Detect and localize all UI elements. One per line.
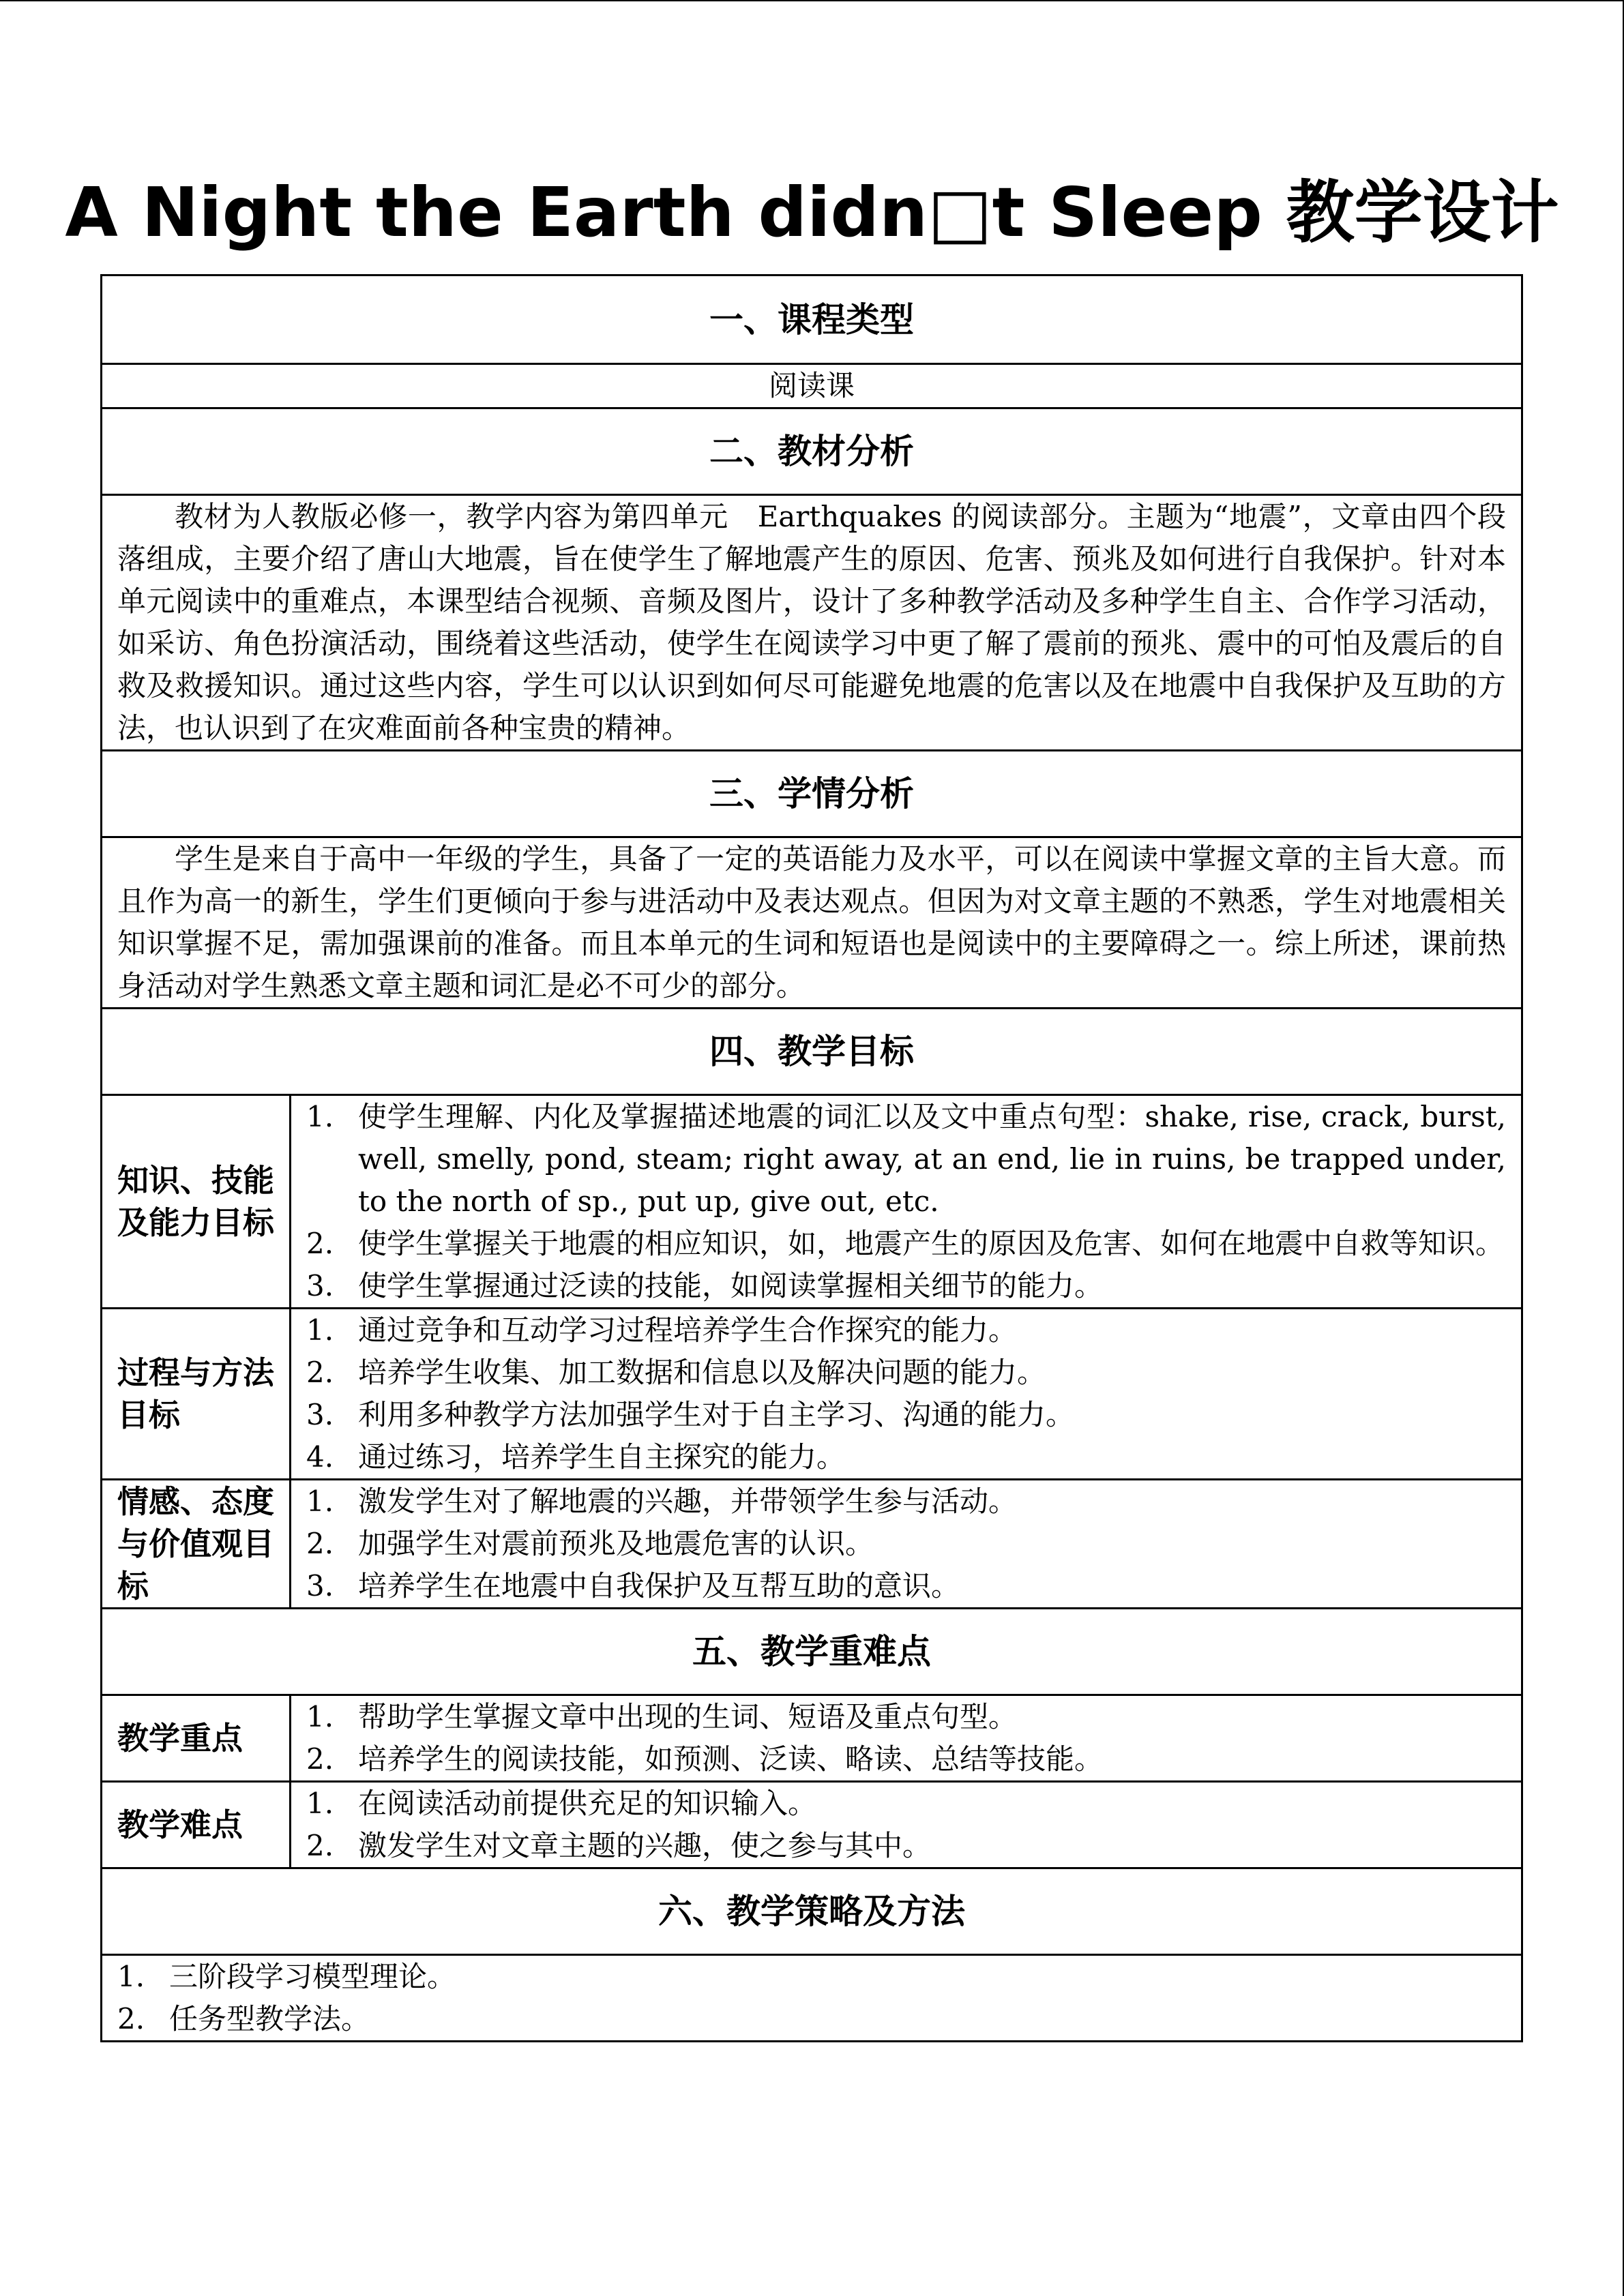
item-number: 2. [306, 1356, 334, 1389]
student-analysis-cell [102, 837, 1522, 1009]
difficult-points-label: 教学难点 [102, 1782, 291, 1868]
key-points-items [291, 1695, 1522, 1782]
item-number: 2. [306, 1527, 334, 1560]
objective-items-knowledge [291, 1095, 1522, 1309]
item-number: 2. [306, 1227, 334, 1260]
section-3-heading: 三、学情分析 [102, 751, 1522, 837]
objective-label-emotion: 情感、态度与价值观目标 [102, 1480, 291, 1609]
list-item [117, 1956, 1506, 1998]
list-item [306, 1096, 1506, 1223]
item-number: 2. [117, 2002, 145, 2036]
list-item [306, 1825, 1506, 1867]
item-text: 使学生掌握关于地震的相应知识，如，地震产生的原因及危害、如何在地震中自救等知识。 [358, 1227, 1505, 1260]
list-item [306, 1265, 1506, 1307]
item-text: 在阅读活动前提供充足的知识输入。 [358, 1787, 817, 1820]
item-number: 3. [306, 1398, 334, 1431]
item-text: 培养学生的阅读技能，如预测、泛读、略读、总结等技能。 [358, 1742, 1104, 1776]
item-number: 4. [306, 1440, 334, 1474]
textbook-analysis-cell [102, 495, 1522, 751]
item-text: 激发学生对了解地震的兴趣，并带领学生参与活动。 [358, 1485, 1018, 1518]
list-item [306, 1394, 1506, 1436]
lesson-plan-table [100, 274, 1523, 2042]
student-analysis-text: 学生是来自于高中一年级的学生，具备了一定的英语能力及水平，可以在阅读中掌握文章的主旨大意。而且作为高一的新生，学生们更倾向于参与进活动中及表达观点。但因为对文章主题的不熟悉，学生对地震相关知识掌握不足，需加强课前的准备。而且本单元的生词和短语也是阅读中的主要障碍之一。综上所述，课前热身活动对学生熟悉文章主题和词汇是必不可少的部分。 [117, 842, 1506, 1002]
section-1-heading: 一、课程类型 [102, 275, 1522, 364]
section-4-heading: 四、教学目标 [102, 1009, 1522, 1095]
item-number: 2. [306, 1829, 334, 1862]
item-number: 1. [306, 1485, 334, 1518]
item-number: 3. [306, 1569, 334, 1602]
list-item [306, 1480, 1506, 1523]
item-text: 帮助学生掌握文章中出现的生词、短语及重点句型。 [358, 1700, 1018, 1733]
textbook-analysis-text: 教材为人教版必修一，教学内容为第四单元 Earthquakes 的阅读部分。主题为“地震”，文章由四个段落组成，主要介绍了唐山大地震，旨在使学生了解地震产生的原因、危害、预兆及如何进行自我保护。针对本单元阅读中的重难点，本课型结合视频、音频及图片，设计了多种教学活动及多种学生自主、合作学习活动，如采访、角色扮演活动，围绕着这些活动，使学生在阅读学习中更了解了震前的预兆、震中的可怕及震后的自救及救援知识。通过这些内容，学生可以认识到如何尽可能避免地震的危害以及在地震中自我保护及互助的方法，也认识到了在灾难面前各种宝贵的精神。 [117, 500, 1506, 745]
item-text: 培养学生在地震中自我保护及互帮互助的意识。 [358, 1569, 960, 1602]
item-text: 加强学生对震前预兆及地震危害的认识。 [358, 1527, 874, 1560]
list-item [306, 1223, 1506, 1265]
list-item [306, 1738, 1506, 1780]
item-number: 1. [306, 1313, 334, 1347]
item-number: 1. [117, 1960, 145, 1993]
item-text: 培养学生收集、加工数据和信息以及解决问题的能力。 [358, 1356, 1046, 1389]
list-item [306, 1352, 1506, 1394]
objective-label-process: 过程与方法目标 [102, 1309, 291, 1480]
item-text: 通过竞争和互动学习过程培养学生合作探究的能力。 [358, 1313, 1018, 1347]
objective-label-knowledge: 知识、技能及能力目标 [102, 1095, 291, 1309]
item-text: 通过练习，培养学生自主探究的能力。 [358, 1440, 846, 1474]
strategy-items [102, 1955, 1522, 2042]
item-number: 1. [306, 1700, 334, 1733]
list-item [306, 1696, 1506, 1738]
item-text: 使学生理解、内化及掌握描述地震的词汇以及文中重点句型：shake, rise, crack, burst, well, smelly, pond, steam; right away, at an end, lie in ruins, be trapped under, to the north of sp., put up, give out, etc. [358, 1100, 1506, 1218]
list-item [306, 1565, 1506, 1607]
list-item [306, 1309, 1506, 1352]
list-item [117, 1998, 1506, 2040]
section-2-heading: 二、教材分析 [102, 408, 1522, 495]
item-number: 1. [306, 1100, 334, 1133]
list-item [306, 1783, 1506, 1825]
item-text: 任务型教学法。 [169, 2002, 370, 2036]
item-text: 三阶段学习模型理论。 [169, 1960, 456, 1993]
objective-items-process [291, 1309, 1522, 1480]
item-number: 2. [306, 1742, 334, 1776]
list-item [306, 1436, 1506, 1478]
list-item [306, 1523, 1506, 1565]
difficult-points-items [291, 1782, 1522, 1868]
item-text: 利用多种教学方法加强学生对于自主学习、沟通的能力。 [358, 1398, 1075, 1431]
document-title: A Night the Earth didn□t Sleep 教学设计 [65, 173, 1559, 252]
item-number: 3. [306, 1269, 334, 1302]
course-type-value: 阅读课 [102, 364, 1522, 408]
key-points-label: 教学重点 [102, 1695, 291, 1782]
item-text: 激发学生对文章主题的兴趣，使之参与其中。 [358, 1829, 932, 1862]
section-6-heading: 六、教学策略及方法 [102, 1868, 1522, 1955]
objective-items-emotion [291, 1480, 1522, 1609]
section-5-heading: 五、教学重难点 [102, 1609, 1522, 1695]
item-number: 1. [306, 1787, 334, 1820]
item-text: 使学生掌握通过泛读的技能，如阅读掌握相关细节的能力。 [358, 1269, 1104, 1302]
